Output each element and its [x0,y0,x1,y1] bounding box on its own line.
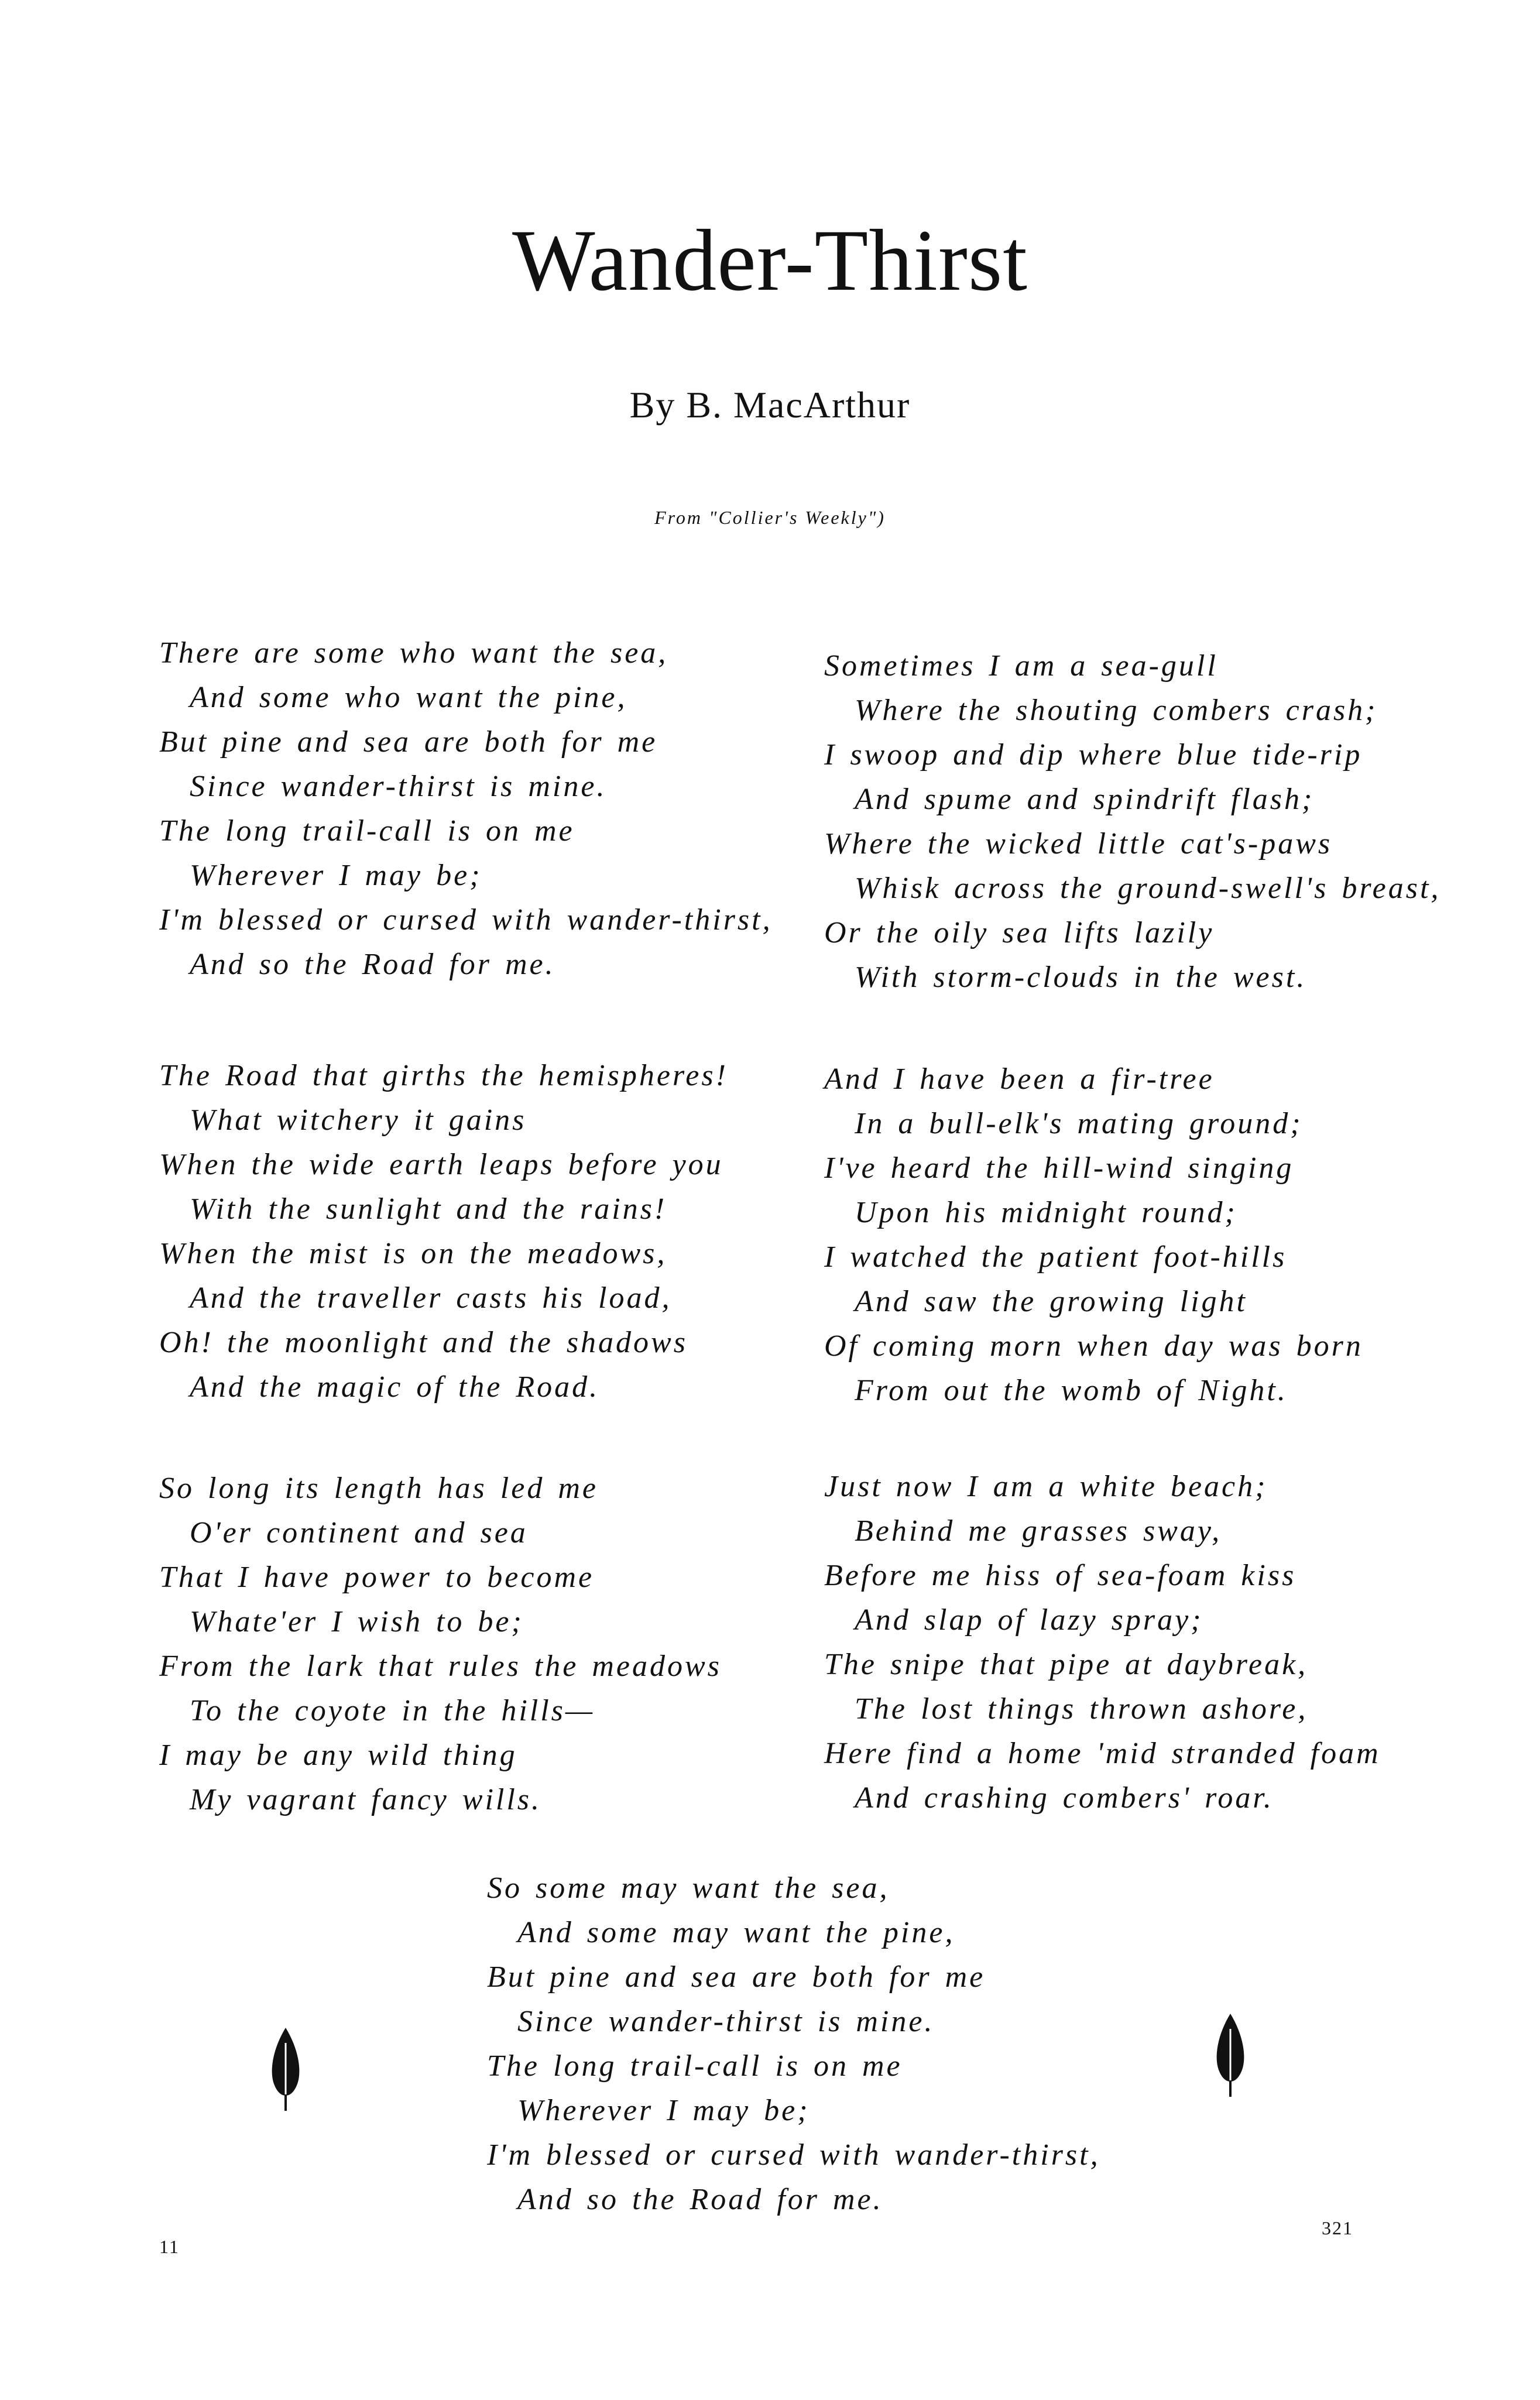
page-number: 321 [1322,2217,1353,2238]
poem-line: And the magic of the Road. [190,1370,600,1404]
poem-line: That I have power to become [159,1561,595,1594]
poem-line: The Road that girths the hemispheres! [159,1059,728,1092]
poem-line: When the mist is on the meadows, [159,1237,667,1270]
poem-line: Where the shouting combers crash; [855,694,1378,727]
poem-line: To the coyote in the hills— [190,1694,595,1727]
poem-line: My vagrant fancy wills. [190,1783,542,1816]
poem-line: Whate'er I wish to be; [190,1605,524,1638]
poem-line: I've heard the hill-wind singing [824,1151,1294,1185]
poem-line: The long trail-call is on me [159,814,575,848]
poem-line: I watched the patient foot-hills [824,1240,1287,1274]
author-byline: By B. MacArthur [629,384,911,426]
poem-line: Here find a home 'mid stranded foam [824,1737,1381,1770]
poem-line: Behind me grasses sway, [855,1514,1222,1548]
poem-line: So some may want the sea, [487,1871,890,1905]
poem-line: Since wander-thirst is mine. [190,770,607,803]
stanza-2 [159,1054,728,1410]
poem-line: With storm-clouds in the west. [855,961,1307,994]
poem-line: When the wide earth leaps before you [159,1148,723,1181]
poem-line: And some who want the pine, [190,681,627,714]
poem-line: I swoop and dip where blue tide-rip [824,738,1363,772]
poem-line: And slap of lazy spray; [855,1603,1203,1637]
poem-line: But pine and sea are both for me [159,725,658,759]
poem-line: Or the oily sea lifts lazily [824,916,1215,949]
poem-title: Wander-Thirst [512,212,1028,309]
leaf-ornament-icon [268,2025,303,2113]
poem-line: Of coming morn when day was born [824,1329,1363,1363]
poem-line: From the lark that rules the meadows [159,1650,722,1683]
poem-line: I'm blessed or cursed with wander-thirst, [487,2138,1100,2172]
poem-line: I'm blessed or cursed with wander-thirst, [159,903,773,937]
poem-line: I may be any wild thing [159,1739,517,1772]
stanza-6 [824,1465,1381,1820]
poem-line: And so the Road for me. [190,948,555,981]
stanza-closing [487,1866,1100,2222]
stanza-5 [824,1057,1363,1413]
poem-line: Just now I am a white beach; [824,1470,1268,1503]
poem-line: With the sunlight and the rains! [190,1192,667,1226]
poem-line: Sometimes I am a sea-gull [824,649,1218,683]
poem-line: Wherever I may be; [190,859,482,892]
poem-line: Upon his midnight round; [855,1196,1237,1229]
poem-line: From out the womb of Night. [855,1374,1288,1407]
poem-line: In a bull-elk's mating ground; [855,1107,1303,1140]
poem-line: Since wander-thirst is mine. [517,2005,935,2038]
poem-line: And crashing combers' roar. [855,1781,1274,1815]
poem-line: The lost things thrown ashore, [855,1692,1308,1726]
stanza-4 [824,644,1440,1000]
leaf-ornament-icon [1213,2011,1248,2099]
poem-line: And some may want the pine, [517,1916,955,1949]
poem-line: And spume and spindrift flash; [855,783,1315,816]
source-credit: From "Collier's Weekly") [654,507,886,528]
poem-line: So long its length has led me [159,1472,598,1505]
poem-line: Before me hiss of sea-foam kiss [824,1559,1297,1592]
poem-line: Wherever I may be; [517,2094,810,2127]
folio-mark: 11 [159,2236,180,2257]
stanza-1 [159,631,773,987]
poem-line: And so the Road for me. [517,2183,883,2216]
poem-line: And the traveller casts his load, [190,1281,672,1315]
poem-line: The long trail-call is on me [487,2049,903,2083]
stanza-3 [159,1466,722,1822]
poem-line: Where the wicked little cat's-paws [824,827,1333,860]
poem-line: Oh! the moonlight and the shadows [159,1326,688,1359]
poem-line: And I have been a fir-tree [824,1062,1215,1096]
poem-line: There are some who want the sea, [159,636,668,670]
poem-line: O'er continent and sea [190,1516,528,1549]
poem-line: Whisk across the ground-swell's breast, [855,872,1441,905]
poem-line: But pine and sea are both for me [487,1960,986,1994]
poem-line: And saw the growing light [855,1285,1247,1318]
poem-line: The snipe that pipe at daybreak, [824,1648,1308,1681]
poem-line: What witchery it gains [190,1103,527,1137]
